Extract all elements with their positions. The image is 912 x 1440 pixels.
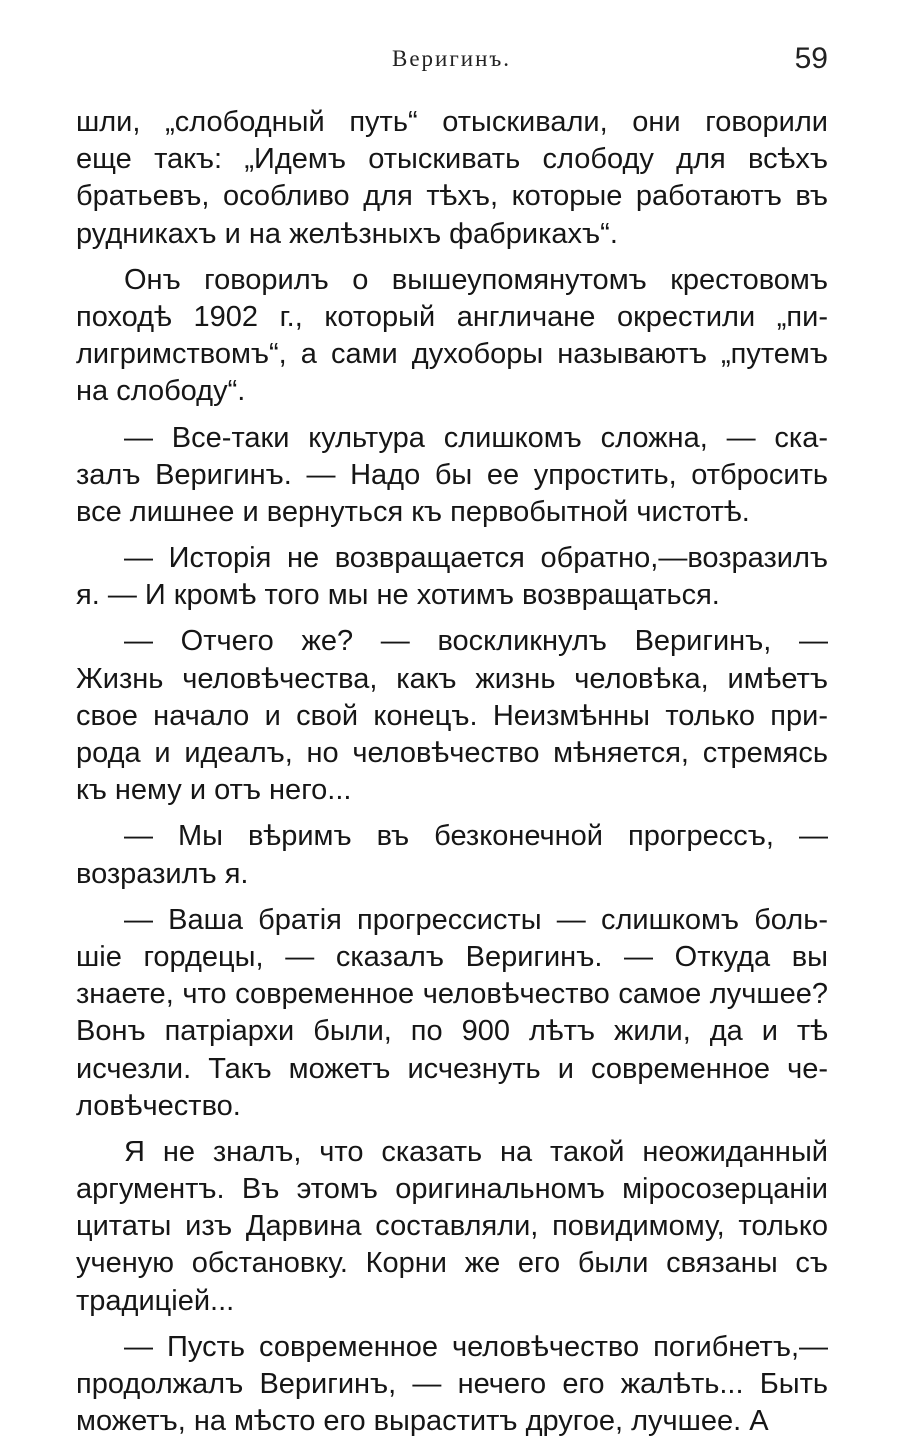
paragraph [76,818,828,892]
running-title: Веригинъ. [392,46,512,71]
text-line: Онъ говорилъ о вышеупомянутомъ крестовомъ [124,263,828,296]
paragraph-gap [76,253,828,262]
text-line: залъ Веригинъ. — Надо бы ее упростить, отбросить [76,458,828,491]
text-line: походѣ 1902 г., который англичане окрестили „пи- [76,300,828,333]
text-line: цитаты изъ Дарвина составляли, повидимому, только [76,1210,828,1243]
paragraph-gap [76,893,828,902]
paragraph [76,540,828,614]
paragraph-gap [76,531,828,540]
text-line: возразилъ я. [76,857,249,890]
text-line: — Исторія не возвращается обратно,—возразилъ [124,542,828,575]
paragraph [76,104,828,253]
text-line: все лишнее и вернуться къ первобытной чистотѣ. [76,495,750,528]
paragraph-gap [76,1125,828,1134]
text-line: можетъ, на мѣсто его выраститъ другое, лучшее. А [76,1405,769,1438]
paragraph [76,623,828,809]
text-line: ученую обстановку. Корни же его были связаны съ [76,1247,828,1280]
page-number: 59 [794,42,828,75]
body-text [76,104,828,1440]
text-line: шіе гордецы, — сказалъ Веригинъ. — Откуда вы [76,940,828,973]
paragraph-gap [76,411,828,420]
text-line: шли, „слободный путь“ отыскивали, они говорили [76,106,828,138]
text-line: Я не зналъ, что сказать на такой неожиданный [124,1135,828,1168]
text-line: на слободу“. [76,375,246,408]
text-line: я. — И кромѣ того мы не хотимъ возвращаться. [76,579,720,612]
text-line: свое начало и свой конецъ. Неизмѣнны только при- [76,699,828,732]
text-line: къ нему и отъ него... [76,774,352,807]
paragraph-gap [76,614,828,623]
text-line: — Отчего же? — воскликнулъ Веригинъ, — [124,625,828,658]
paragraph [76,902,828,1125]
text-line: — Ваша братія прогрессисты — слишкомъ боль- [124,903,828,936]
paragraph [76,420,828,532]
text-line: Вонъ патріархи были, по 900 лѣтъ жили, да и тѣ [76,1015,828,1048]
text-line: рода и идеалъ, но человѣчество мѣняется, стремясь [76,737,828,769]
text-line: аргументъ. Въ этомъ оригинальномъ міросозерцаніи [76,1173,828,1206]
text-line: — Мы вѣримъ въ безконечной прогрессъ, — [124,820,828,853]
paragraph-gap [76,809,828,818]
text-line: исчезли. Такъ можетъ исчезнуть и современное че- [76,1052,828,1085]
text-line: Жизнь человѣчества, какъ жизнь человѣка, имѣетъ [76,662,828,695]
text-line: традиціей... [76,1284,235,1317]
text-line: — Пусть современное человѣчество погибнетъ,— [124,1330,828,1363]
text-line: ловѣчество. [76,1089,241,1122]
paragraph [76,262,828,411]
paragraph [76,1134,828,1320]
text-line: — Все-таки культура слишкомъ сложна, — ска- [124,421,828,454]
text-line: братьевъ, особливо для тѣхъ, которые работаютъ въ [76,180,828,213]
running-head [0,42,912,82]
text-line: лигримствомъ“, а сами духоборы называютъ „путемъ [76,338,828,371]
text-line: еще такъ: „Идемъ отыскивать слободу для всѣхъ [76,143,828,176]
text-line: знаете, что современное человѣчество самое лучшее? [76,978,828,1011]
text-line: рудникахъ и на желѣзныхъ фабрикахъ“. [76,217,618,250]
paragraph [76,1329,828,1440]
text-line: продолжалъ Веригинъ, — нечего его жалѣть... Быть [76,1368,828,1400]
paragraph-gap [76,1320,828,1329]
